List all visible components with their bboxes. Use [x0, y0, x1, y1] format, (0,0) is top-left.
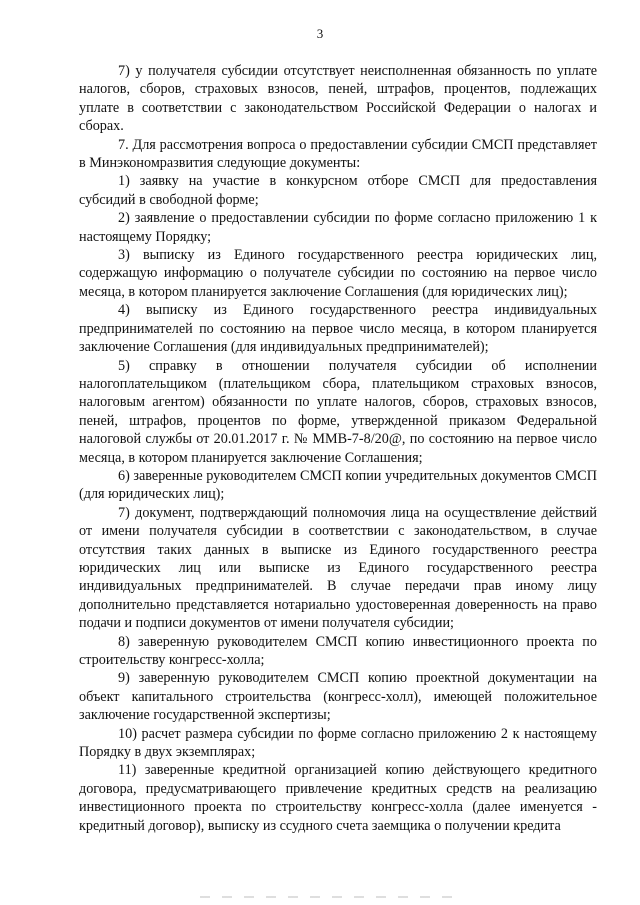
list-item-5: 5) справку в отношении получателя субсидии об исполнении налогоплательщиком (плательщиком сбора, плательщиком страховых взносов, налоговым агентом) обязанности по уплате налогов, сборов, страховых взносов, пеней, штрафов, процентов по форме, утвержденной приказом Федеральной налоговой службы от 20.01.2017 г. № ММВ-7-8/20@, по состоянию на первое число месяца, в котором планируется заключение Соглашения; [79, 357, 597, 466]
list-item-2: 2) заявление о предоставлении субсидии по форме согласно приложению 1 к настоящему Порядку; [79, 210, 597, 245]
list-item-9: 9) заверенную руководителем СМСП копию проектной документации на объект капитального строительства (конгресс-холл), имеющей положительное заключение государственной экспертизы; [79, 670, 597, 724]
list-item-1: 1) заявку на участие в конкурсном отборе СМСП для предоставления субсидий в свободной форме; [79, 173, 597, 208]
page-number: 3 [316, 26, 324, 41]
list-item-7: 7) документ, подтверждающий полномочия лица на осуществление действий от имени получателя субсидии в соответствии с законодательством, в случае отсутствия таких данных в выписке из Единого государственного реестра юридических лиц или выписке из Единого государственного реестра индивидуальных предпринимателей. В случае передачи прав иному лицу дополнительно представляется нотариально удостоверенная доверенность на право подачи и подписи документов от имени получателя субсидии; [79, 504, 597, 632]
paragraph-section-7-documents: 7. Для рассмотрения вопроса о предоставлении субсидии СМСП представляет в Минэкономразвития следующие документы: [79, 136, 597, 172]
list-item-4: 4) выписку из Единого государственного реестра индивидуальных предпринимателей по состоянию на первое число месяца, в котором планируется заключение Соглашения (для индивидуальных предпринимателей); [79, 302, 597, 356]
list-item-10: 10) расчет размера субсидии по форме согласно приложению 2 к настоящему Порядку в двух экземплярах; [79, 725, 597, 761]
list-item-6: 6) заверенные руководителем СМСП копии учредительных документов СМСП (для юридических лиц); [79, 467, 597, 503]
paragraph-7-no-tax-debt: 7) у получателя субсидии отсутствует неисполненная обязанность по уплате налогов, сборов, страховых взносов, пеней, штрафов, процентов, подлежащих уплате в соответствии с законодательством Российской Федерации о налогах и сборах. [79, 63, 597, 135]
list-item-3: 3) выписку из Единого государственного реестра юридических лиц, содержащую информацию о получателе субсидии по состоянию на первое число месяца, в котором планируется заключение Соглашения (для юридических лиц); [79, 247, 597, 300]
list-item-11: 11) заверенные кредитной организацией копию действующего кредитного договора, предусматривающего привлечение кредитных средств на реализацию инвестиционного проекта по строительству конгресс-холла (далее именуется - кредитный договор), выписку из ссудного счета заемщика о получении кредита [79, 762, 597, 834]
document-body [79, 62, 597, 835]
list-item-8: 8) заверенную руководителем СМСП копию инвестиционного проекта по строительству конгресс-холла; [79, 633, 597, 668]
scan-artifact-line [200, 896, 460, 898]
